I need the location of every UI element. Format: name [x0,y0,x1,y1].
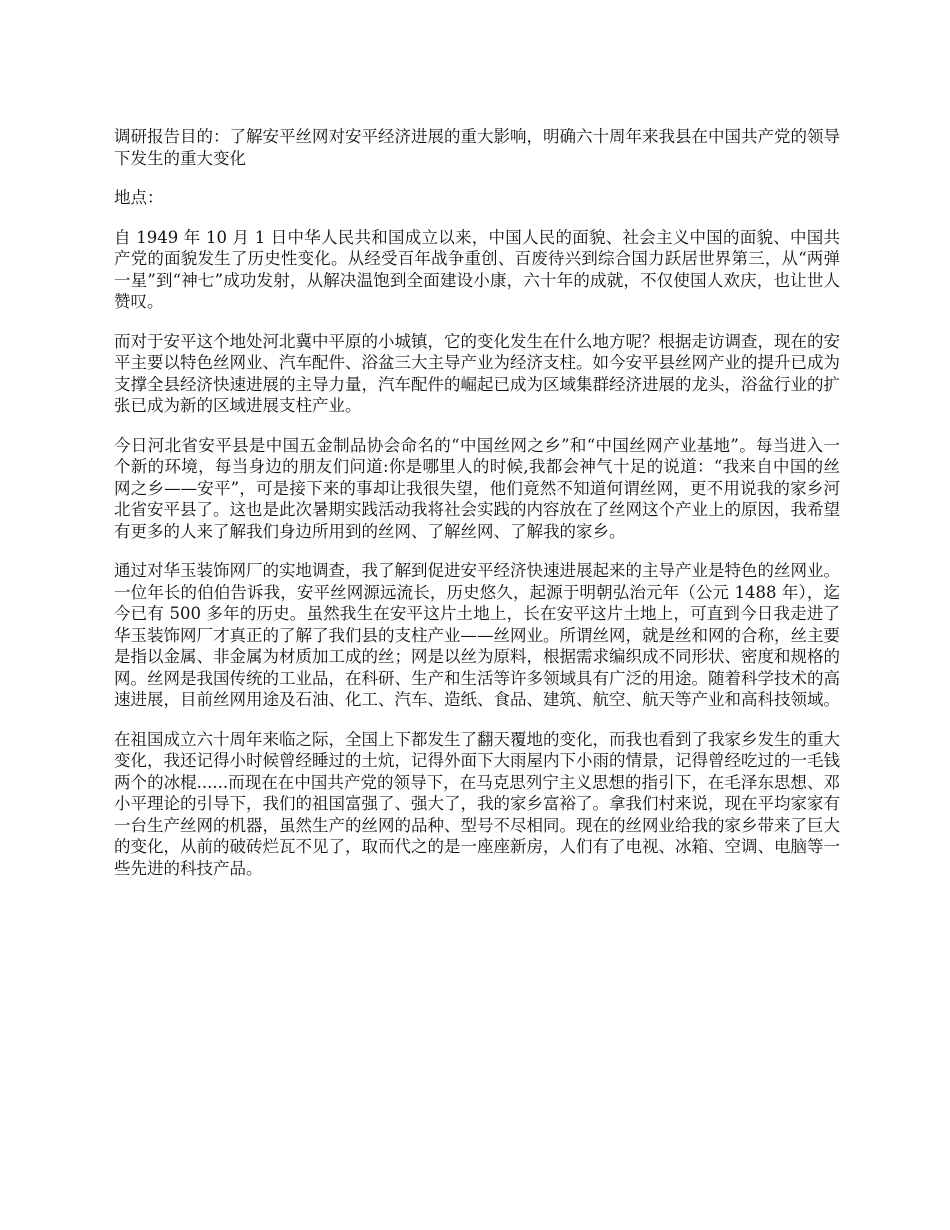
purpose-paragraph: 调研报告目的：了解安平丝网对安平经济进展的重大影响，明确六十周年来我县在中国共产党的领导下发生的重大变化 [114,127,840,168]
field-survey-paragraph: 通过对华玉装饰网厂的实地调查，我了解到促进安平经济快速进展起来的主导产业是特色的丝网业。一位年长的伯伯告诉我，安平丝网源远流长，历史悠久，起源于明朝弘治元年（公元 1488 年），迄今已有 500 多年的历史。虽然我生在安平这片土地上，长在安平这片土地上，可直到今日我走进了华玉装饰网厂才真正的了解了我们县的支柱产业——丝网业。所谓丝网，就是丝和网的合称，丝主要是指以金属、非金属为材质加工成的丝；网是以丝为原料，根据需求编织成不同形状、密度和规格的网。丝网是我国传统的工业品，在科研、生产和生活等许多领域具有广泛的用途。随着科学技术的高速进展，目前丝网用途及石油、化工、汽车、造纸、食品、建筑、航空、航天等产业和高科技领域。 [114,561,840,709]
location-paragraph: 地点： [114,188,164,207]
wire-mesh-hometown-paragraph: 今日河北省安平县是中国五金制品协会命名的“中国丝网之乡”和“中国丝网产业基地”。每当进入一个新的环境，每当身边的朋友们问道:你是哪里人的时候,我都会神气十足的说道：“我来自中国的丝网之乡——安平”，可是接下来的事却让我很失望，他们竟然不知道何谓丝网，更不用说我的家乡河北省安平县了。这也是此次暑期实践活动我将社会实践的内容放在了丝网这个产业上的原因，我希望有更多的人来了解我们身边所用到的丝网、了解丝网、了解我的家乡。 [114,435,840,541]
anping-industry-paragraph: 而对于安平这个地处河北冀中平原的小城镇，它的变化发生在什么地方呢？根据走访调查，现在的安平主要以特色丝网业、汽车配件、浴盆三大主导产业为经济支柱。如今安平县丝网产业的提升已成为支撑全县经济快速进展的主导力量，汽车配件的崛起已成为区域集群经济进展的龙头，浴盆行业的扩张已成为新的区域进展支柱产业。 [114,331,840,415]
document-body [114,126,840,897]
sixtieth-anniversary-paragraph: 在祖国成立六十周年来临之际，全国上下都发生了翻天覆地的变化，而我也看到了我家乡发生的重大变化，我还记得小时候曾经睡过的土炕，记得外面下大雨屋内下小雨的情景，记得曾经吃过的一毛钱两个的冰棍......而现在在中国共产党的领导下，在马克思列宁主义思想的指引下，在毛泽东思想、邓小平理论的引导下，我们的祖国富强了、强大了，我的家乡富裕了。拿我们村来说，现在平均家家有一台生产丝网的机器，虽然生产的丝网的品种、型号不尽相同。现在的丝网业给我的家乡带来了巨大的变化，从前的破砖烂瓦不见了，取而代之的是一座座新房，人们有了电视、冰箱、空调、电脑等一些先进的科技产品。 [114,729,840,878]
intro-paragraph: 自 1949 年 10 月 1 日中华人民共和国成立以来，中国人民的面貌、社会主义中国的面貌、中国共产党的面貌发生了历史性变化。从经受百年战争重创、百废待兴到综合国力跃居世界第三，从“两弹一星”到“神七”成功发射，从解决温饱到全面建设小康，六十年的成就，不仅使国人欢庆，也让世人赞叹。 [114,227,840,311]
